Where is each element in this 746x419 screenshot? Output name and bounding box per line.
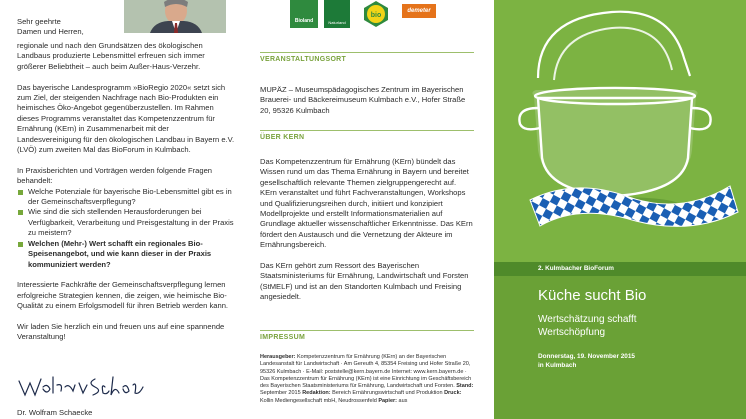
imprint-value: aus <box>398 397 408 404</box>
greeting-line-2: Damen und Herren, <box>17 27 84 37</box>
letter-greeting <box>17 17 84 38</box>
handwritten-signature <box>17 373 147 401</box>
imprint-label: Stand: <box>456 383 474 390</box>
certification-logos <box>290 0 440 30</box>
question-list <box>17 187 235 270</box>
imprint-value: Kollin Mediengesellschaft mbH, Neudrossenfeld <box>260 397 377 404</box>
imprint-text <box>260 354 474 405</box>
letter-column <box>0 0 236 419</box>
cooking-pot-illustration <box>494 0 746 262</box>
signer-name: Dr. Wolfram Schaecke <box>17 408 93 417</box>
portrait-photo <box>124 0 226 33</box>
subtitle-line-2: Wertschöpfung <box>538 327 606 338</box>
imprint-label: Redaktion: <box>302 390 331 397</box>
imprint-label: Papier: <box>378 397 397 404</box>
subtitle-line-1: Wertschätzung schafft <box>538 314 637 325</box>
bio-seal-text: bio <box>370 12 382 19</box>
cover-panel <box>494 0 746 419</box>
demeter-logo: demeter <box>402 4 436 18</box>
about-paragraph: Das KErn gehört zum Ressort des Bayerischen Staatsministeriums für Ernährung, Landwirtschaft und Forsten (StMELF) und ist an den Standorten Kulmbach und Freising angesiedelt. <box>260 261 469 302</box>
naturland-logo: Naturland <box>324 0 350 28</box>
author-portrait <box>124 0 226 33</box>
about-text <box>260 157 474 313</box>
imprint-value: Kompetenzzentrum für Ernährung (KErn) an der Bayerischen Landesanstalt für Landwirtschaft · Am Gereuth 4, 85354 Freising und Hofer Straße 20, 95326 Kulmbach · E-Mail: poststelle@kern.bayern.de Internet: www.kern.bayern.de · Das Kompetenzzentrum für Ernährung (KErn) ist eine Einrichtung im Geschäftsbereich des Bayerischen Staatsministeriums für Ernährung, Landwirtschaft und Forsten. <box>260 354 472 390</box>
list-item: Wie sind die sich stellenden Herausforderungen bei Verfügbarkeit, Verarbeitung und Preisgestaltung in der Praxis zu meistern? <box>17 207 235 238</box>
steam-outline-icon <box>538 12 690 78</box>
greeting-line-1: Sehr geehrte <box>17 17 61 26</box>
bioland-logo: Bioland <box>290 0 318 28</box>
letter-paragraph: Das bayerische Landesprogramm »BioRegio 2020« setzt sich zum Ziel, der steigenden Nachfrage nach Bio-Produkten ein heimisches Öko-Angebot gegenüberzustellen. Im Rahmen dieses Programms veranstaltet das Kompetenzzentrum für Ernährung (KErn) in Zusammenarbeit mit der Landesvereinigung für den ökologischen Landbau in Bayern e.V. (LVÖ) zum zweiten Mal das BioForum in Kulmbach. <box>17 82 235 155</box>
venue-heading: VERANSTALTUNGSORT <box>260 52 474 63</box>
imprint-value: September 2015 <box>260 390 301 397</box>
cover-subtitle <box>538 313 738 339</box>
letter-paragraph: regionale und nach den Grundsätzen des ökologischen Landbaus produzierte Lebensmittel erfreuen sich immer größerer Beliebtheit – auch beim Außer-Haus-Verzehr. <box>17 41 205 71</box>
letter-paragraph: Interessierte Fachkräfte der Gemeinschaftsverpflegung lernen erfolgreiche Strategien kennen, die zeigen, wie heimische Bio-Qualität zu einem Erfolgsmodell für ihren Betrieb werden kann. <box>17 280 229 311</box>
imprint-heading: IMPRESSUM <box>260 330 474 341</box>
venue-text: MUPÄZ – Museumspädagogisches Zentrum im Bayerischen Brauerei- und Bäckereimuseum Kulmbach e.V., Hofer Straße 20, 95326 Kulmbach <box>260 85 466 115</box>
series-label: 2. Kulmbacher BioForum <box>538 265 614 272</box>
imprint-label: Druck: <box>444 390 462 397</box>
about-heading: ÜBER KERN <box>260 130 474 141</box>
bio-seal-logo <box>362 0 390 28</box>
list-item: Welche Potenziale für bayerische Bio-Lebensmittel gibt es in der Gemeinschaftsverpflegung? <box>17 187 235 208</box>
imprint-value: Bereich Ernährungswirtschaft und Produktion <box>332 390 443 397</box>
info-column <box>260 0 474 419</box>
about-paragraph: Das Kompetenzzentrum für Ernährung (KErn) bündelt das Wissen rund um das Thema Ernährung in Bayern und bereitet gesellschaftlich relevante Themen zielgruppengerecht auf. KErn veranstaltet und führt Fachveranstaltungen, Workshops und Qualifizierungsreihen durch, initiiert und konzipiert Modellprojekte und erstellt Informationsmaterialien auf Grundlage aktueller wissenschaftlicher Erkenntnisse. Das KErn fördert den Austausch und die Vernetzung der Akteure im Ernährungsbereich. <box>260 157 473 250</box>
list-item: Welchen (Mehr-) Wert schafft ein regionales Bio-Speisenangebot, und wie kann dieser in der Praxis kommuniziert werden? <box>17 239 235 270</box>
cover-title: Küche sucht Bio <box>538 287 647 304</box>
event-place: in Kulmbach <box>538 361 577 369</box>
event-date: Donnerstag, 19. November 2015 <box>538 353 635 360</box>
letter-paragraph: In Praxisberichten und Vorträgen werden folgende Fragen behandelt: <box>17 165 213 186</box>
imprint-label: Herausgeber: <box>260 354 296 360</box>
series-band <box>494 262 746 276</box>
letter-body <box>17 41 235 353</box>
letter-paragraph: Wir laden Sie herzlich ein und freuen uns auf eine spannende Veranstaltung! <box>17 321 225 342</box>
event-date-place <box>538 353 738 370</box>
